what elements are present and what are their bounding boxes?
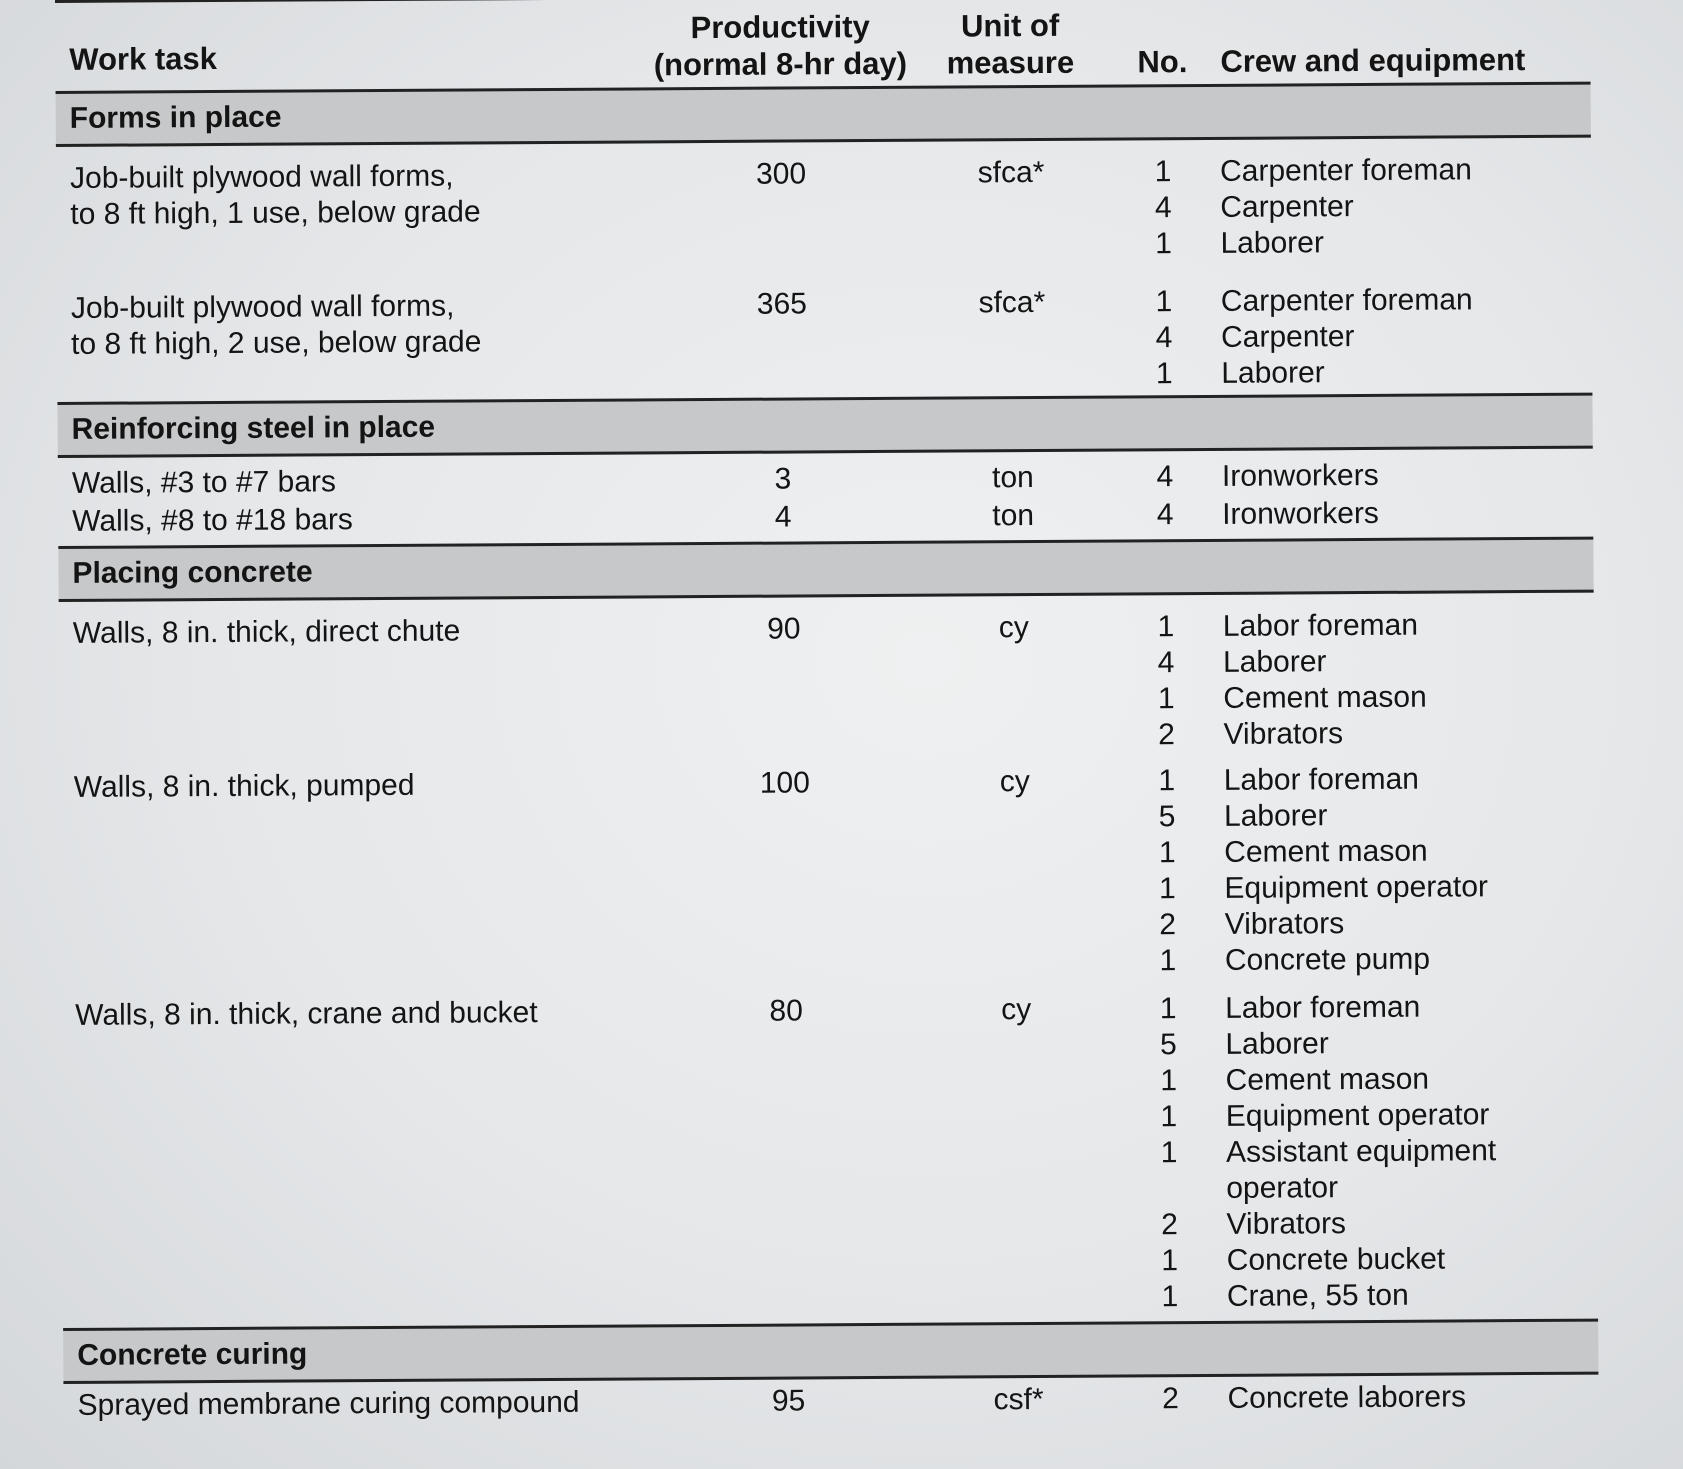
crew-name: Concrete laborers <box>1227 1380 1467 1415</box>
crew-name: Cement mason <box>1224 834 1428 869</box>
crew-item <box>1129 282 1589 321</box>
crew-item <box>1135 1379 1595 1418</box>
header-unit <box>935 7 1085 82</box>
unit-cell: sfca* <box>978 285 1046 320</box>
crew-count: 1 <box>1155 357 1173 391</box>
table-row <box>56 138 1592 287</box>
crew-item <box>1134 1205 1594 1244</box>
crew-name: Concrete bucket <box>1226 1242 1446 1277</box>
crew-item <box>1132 869 1592 908</box>
crew-list <box>1130 495 1590 534</box>
unit-cell: sfca* <box>977 155 1045 190</box>
crew-item <box>1131 715 1591 754</box>
crew-item <box>1132 833 1592 872</box>
crew-item <box>1130 457 1590 496</box>
header-productivity-line1: Productivity <box>690 9 870 46</box>
task-line: Job-built plywood wall forms, <box>70 289 455 325</box>
crew-name: Equipment operator <box>1224 870 1489 905</box>
crew-item <box>1129 318 1589 357</box>
unit-cell: csf* <box>993 1382 1044 1417</box>
table-row <box>58 495 1593 549</box>
crew-list <box>1130 457 1590 496</box>
crew-count: 1 <box>1159 944 1177 978</box>
crew-list <box>1133 989 1595 1316</box>
crew-item <box>1131 607 1591 646</box>
crew-list <box>1132 761 1593 980</box>
crew-list <box>1131 607 1592 754</box>
crew-item <box>1134 1061 1594 1100</box>
crew-name: Concrete pump <box>1224 942 1431 977</box>
crew-count: 4 <box>1157 646 1175 680</box>
crew-count: 1 <box>1155 227 1172 261</box>
crew-name: Laborer <box>1225 1027 1329 1061</box>
crew-item <box>1132 761 1592 800</box>
crew-name: Assistant equipment <box>1225 1134 1497 1169</box>
crew-name: Carpenter <box>1220 190 1354 224</box>
productivity-cell: 100 <box>759 766 810 800</box>
crew-count: 1 <box>1159 992 1177 1026</box>
unit-cell: cy <box>998 611 1029 645</box>
crew-count: 1 <box>1159 872 1176 906</box>
crew-count: 1 <box>1158 764 1176 798</box>
crew-name: Vibrators <box>1224 907 1345 941</box>
crew-item <box>1135 1277 1595 1316</box>
crew-item <box>1128 152 1588 191</box>
crew-name: Labor foreman <box>1223 762 1420 797</box>
task-cell: Walls, 8 in. thick, crane and bucket <box>75 996 538 1032</box>
header-unit-line1: Unit of <box>960 7 1060 44</box>
crew-list <box>1128 152 1589 263</box>
crew-item <box>1134 1169 1594 1208</box>
table-row <box>59 593 1595 770</box>
crew-name: Laborer <box>1223 799 1328 833</box>
header-productivity <box>645 8 915 84</box>
table-row <box>60 761 1596 998</box>
crew-name: Carpenter foreman <box>1219 153 1472 188</box>
task-line: Job-built plywood wall forms, <box>69 159 454 195</box>
productivity-cell: 95 <box>771 1384 806 1418</box>
crew-list <box>1135 1379 1595 1418</box>
crew-name: Crane, 55 ton <box>1226 1278 1409 1313</box>
header-unit-line2: measure <box>946 44 1075 81</box>
crew-item <box>1135 1241 1595 1280</box>
crew-name: Carpenter <box>1220 320 1355 354</box>
crew-count: 4 <box>1156 498 1174 532</box>
crew-name: operator <box>1226 1171 1339 1205</box>
crew-count: 4 <box>1155 321 1173 355</box>
unit-cell: ton <box>992 499 1035 533</box>
crew-item <box>1133 941 1593 980</box>
crew-name: Ironworkers <box>1221 458 1379 493</box>
crew-count: 5 <box>1159 1028 1177 1062</box>
crew-item <box>1128 188 1588 227</box>
unit-cell: cy <box>999 765 1030 799</box>
crew-count: 1 <box>1154 155 1172 189</box>
crew-name: Equipment operator <box>1225 1098 1490 1133</box>
productivity-cell: 90 <box>767 612 801 646</box>
crew-count: 1 <box>1160 1064 1178 1098</box>
crew-count: 1 <box>1158 836 1176 870</box>
crew-count: 1 <box>1161 1244 1179 1278</box>
crew-name: Laborer <box>1220 226 1325 260</box>
crew-list <box>1129 282 1590 393</box>
header-work-task: Work task <box>69 41 218 77</box>
crew-count: 5 <box>1158 800 1176 834</box>
table-row <box>63 1379 1598 1428</box>
crew-count: 4 <box>1154 191 1172 225</box>
productivity-table <box>55 0 1599 1428</box>
task-cell: Walls, #8 to #18 bars <box>72 503 353 538</box>
crew-count: 2 <box>1161 1208 1178 1242</box>
crew-name: Labor foreman <box>1222 608 1419 643</box>
header-crew: Crew and equipment <box>1220 42 1526 79</box>
table-header <box>55 0 1591 94</box>
unit-cell: ton <box>991 461 1034 495</box>
table-row <box>57 278 1593 405</box>
crew-count: 1 <box>1161 1280 1179 1314</box>
section-forms-in-place: Forms in place <box>56 85 1591 147</box>
task-cell: Sprayed membrane curing compound <box>77 1385 580 1422</box>
task-cell: Walls, #3 to #7 bars <box>71 465 337 500</box>
task-cell <box>70 157 630 232</box>
productivity-cell: 4 <box>774 500 792 534</box>
crew-name: Labor foreman <box>1225 990 1421 1025</box>
crew-name: Cement mason <box>1225 1062 1430 1097</box>
crew-item <box>1133 905 1593 944</box>
crew-item <box>1131 643 1591 682</box>
crew-item <box>1130 495 1590 534</box>
task-cell: Walls, 8 in. thick, pumped <box>73 768 415 804</box>
crew-item <box>1133 1025 1593 1064</box>
crew-item <box>1129 354 1589 393</box>
crew-count: 1 <box>1160 1136 1178 1170</box>
crew-name: Cement mason <box>1223 680 1427 715</box>
section-reinforcing-steel: Reinforcing steel in place <box>57 396 1592 458</box>
task-line: to 8 ft high, 1 use, below grade <box>70 195 481 231</box>
crew-count: 1 <box>1157 682 1175 716</box>
crew-item <box>1134 1097 1594 1136</box>
crew-count: 4 <box>1156 460 1174 494</box>
productivity-cell: 80 <box>769 994 803 1028</box>
header-no: No. <box>1137 44 1188 80</box>
productivity-cell: 3 <box>774 462 792 496</box>
task-line: to 8 ft high, 2 use, below grade <box>71 325 482 361</box>
crew-name: Vibrators <box>1226 1207 1347 1241</box>
crew-count: 1 <box>1155 285 1173 319</box>
table-row <box>61 989 1598 1331</box>
crew-item <box>1133 989 1593 1028</box>
crew-item <box>1134 1133 1594 1172</box>
task-cell <box>71 287 631 362</box>
crew-count: 2 <box>1159 908 1177 942</box>
crew-name: Ironworkers <box>1222 496 1379 531</box>
crew-count: 1 <box>1157 610 1175 644</box>
crew-item <box>1132 797 1592 836</box>
crew-count: 1 <box>1160 1100 1178 1134</box>
task-cell: Walls, 8 in. thick, direct chute <box>72 614 461 650</box>
unit-cell: cy <box>1001 993 1032 1027</box>
crew-name: Laborer <box>1222 645 1327 679</box>
crew-count: 2 <box>1162 1382 1180 1416</box>
productivity-cell: 300 <box>755 157 807 191</box>
crew-count <box>1134 1171 1204 1207</box>
section-concrete-curing: Concrete curing <box>63 1322 1598 1384</box>
crew-name: Carpenter foreman <box>1220 283 1473 318</box>
crew-count: 2 <box>1158 718 1175 752</box>
productivity-cell: 365 <box>756 287 808 321</box>
crew-item <box>1128 224 1588 263</box>
crew-name: Vibrators <box>1223 717 1344 751</box>
crew-item <box>1131 679 1591 718</box>
crew-name: Laborer <box>1221 356 1325 390</box>
header-productivity-line2: (normal 8-hr day) <box>653 45 908 83</box>
section-placing-concrete: Placing concrete <box>58 540 1593 602</box>
